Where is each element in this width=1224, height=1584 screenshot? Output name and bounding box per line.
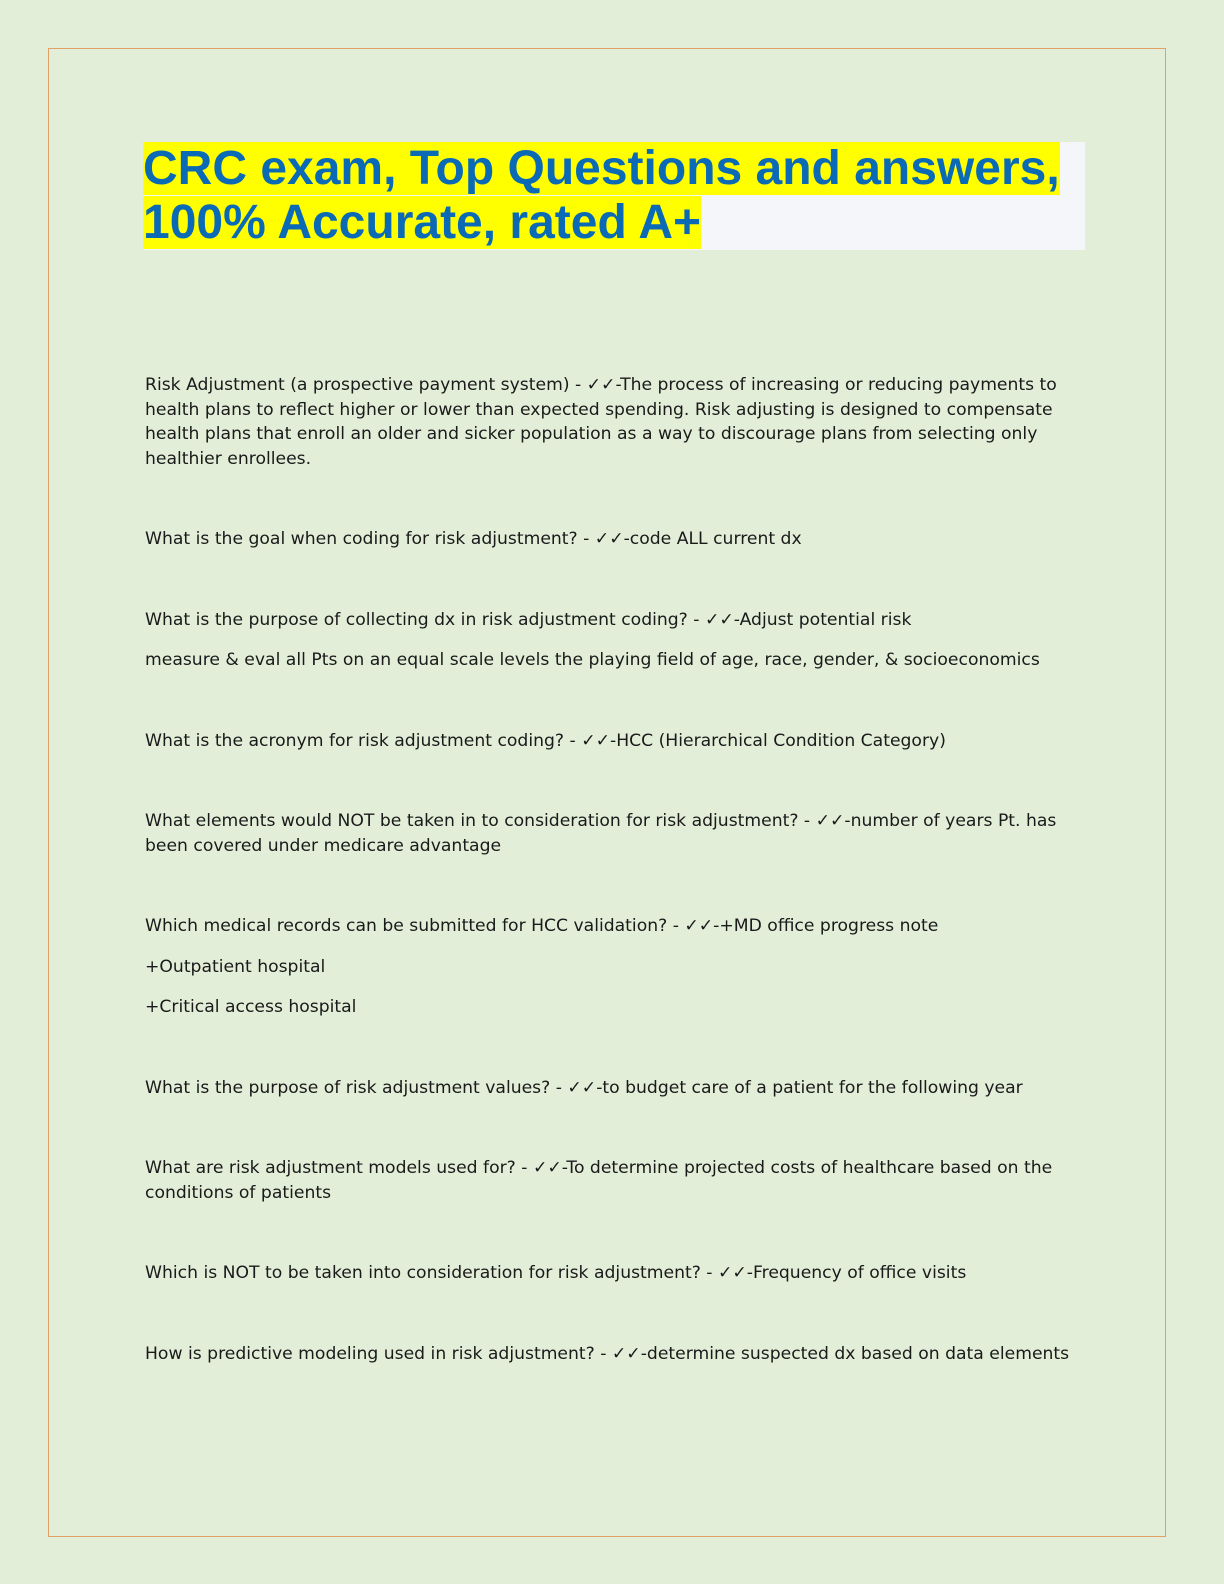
check-mark-icon: ✓✓ xyxy=(704,609,734,630)
qa-item xyxy=(145,1342,1077,1367)
answer-text: -+MD office progress note xyxy=(713,916,939,936)
answer-text: -HCC (Hierarchical Condition Category) xyxy=(610,730,946,751)
qa-item xyxy=(145,1156,1077,1205)
check-mark-icon: ✓✓ xyxy=(586,375,616,395)
check-mark-icon: ✓✓ xyxy=(532,1158,562,1178)
qa-item xyxy=(145,527,1077,552)
answer-text: -determine suspected dx based on data elements xyxy=(640,1343,1070,1364)
qa-item xyxy=(145,373,1077,471)
answer-text: measure & eval all Pts on an equal scale levels the playing field of age, race, gender, & socioeconomics xyxy=(145,650,1040,670)
question-text: How is predictive modeling used in risk adjustment? - xyxy=(145,1343,612,1364)
check-mark-icon: ✓✓ xyxy=(594,529,624,549)
question-text: Which medical records can be submitted for HCC validation? - xyxy=(145,916,685,936)
check-mark-icon: ✓✓ xyxy=(611,1343,641,1364)
qa-question-line xyxy=(145,809,1077,858)
question-text: What elements would NOT be taken in to consideration for risk adjustment? - xyxy=(145,811,816,831)
answer-text: -The process of increasing or reducing payments to health plans to reflect higher or lower than expected spending. Risk adjusting is designed to compensate health plans that enroll an older and sicker population as a way to discourage plans from selecting only healthier enrollees. xyxy=(145,375,1057,469)
answer-text: -code ALL current dx xyxy=(623,529,802,549)
qa-question-line xyxy=(145,1156,1077,1205)
question-text: What is the purpose of risk adjustment values? - xyxy=(145,1077,568,1098)
check-mark-icon: ✓✓ xyxy=(567,1077,597,1098)
check-mark-icon: ✓✓ xyxy=(815,811,845,831)
qa-answer-line xyxy=(145,648,1077,673)
qa-item xyxy=(145,809,1077,858)
qa-question-line xyxy=(145,527,1077,552)
qa-question-line xyxy=(145,373,1077,471)
check-mark-icon: ✓✓ xyxy=(684,916,714,936)
qa-question-line xyxy=(145,608,1077,633)
check-mark-icon: ✓✓ xyxy=(581,730,610,751)
title-line-1: CRC exam, Top Questions and answers, xyxy=(143,142,1060,195)
answer-text: +Outpatient hospital xyxy=(145,956,326,977)
qa-answer-line xyxy=(145,995,1077,1020)
qa-answer-line xyxy=(145,955,1077,980)
title-block xyxy=(143,142,1085,250)
question-text: Which is NOT to be taken into consideration for risk adjustment? - xyxy=(145,1263,718,1283)
qa-item xyxy=(145,914,1077,1020)
title-line-2: 100% Accurate, rated A+ xyxy=(143,196,702,249)
question-text: What is the goal when coding for risk adjustment? - xyxy=(145,529,595,549)
question-text: What is the acronym for risk adjustment coding? - xyxy=(145,730,582,751)
document-title xyxy=(143,142,1085,250)
question-text: What is the purpose of collecting dx in risk adjustment coding? - xyxy=(145,609,705,630)
qa-item xyxy=(145,1261,1077,1286)
qa-question-line xyxy=(145,914,1077,939)
qa-question-line xyxy=(145,729,1077,754)
answer-text: +Critical access hospital xyxy=(145,997,357,1017)
qa-question-line xyxy=(145,1076,1077,1101)
qa-question-line xyxy=(145,1342,1077,1367)
answer-text: -To determine projected costs of healthcare based on the conditions of patients xyxy=(145,1158,1053,1203)
question-text: What are risk adjustment models used for? - xyxy=(145,1158,533,1178)
answer-text: -Frequency of office visits xyxy=(746,1263,967,1283)
qa-item xyxy=(145,1076,1077,1101)
qa-item xyxy=(145,729,1077,754)
qa-question-line xyxy=(145,1261,1077,1286)
question-text: Risk Adjustment (a prospective payment system) - xyxy=(145,375,587,395)
qa-list xyxy=(145,373,1077,1422)
qa-item xyxy=(145,608,1077,673)
answer-text: -Adjust potential risk xyxy=(733,609,912,630)
answer-text: -number of years Pt. has been covered under medicare advantage xyxy=(145,811,1057,856)
answer-text: -to budget care of a patient for the following year xyxy=(596,1077,1023,1098)
check-mark-icon: ✓✓ xyxy=(717,1263,747,1283)
